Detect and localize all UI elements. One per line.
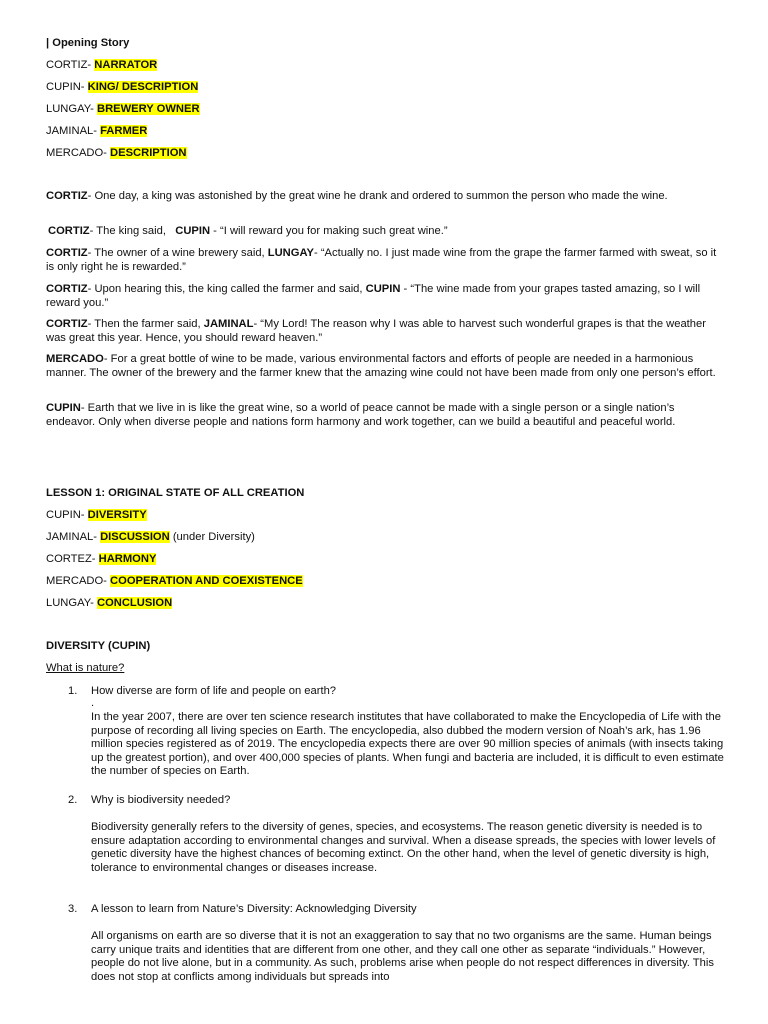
- paragraph-text: - For a great bottle of wine to be made, various environmental factors and efforts of people are needed in a harmonious manner. The owner of the brewery and the farmer knew that the amazing wine could not have been made from only one person’s effort.: [46, 353, 716, 379]
- list-item-body: In the year 2007, there are over ten science research institutes that have collaborated to make the Encyclopedia of Life with the purpose of recording all living species on Earth. The encyclopedia, also dubbed the modern version of Noah’s ark, has 1.96 million species registered as of 2019. The encyclopedia expects there are over 90 million species of animals (with insects taking up the greatest portion), and over 400,000 species of plants. When fungi and bacteria are included, it is difficult to even estimate the number of species on Earth.: [91, 711, 724, 778]
- list-item-question: How diverse are form of life and people on earth?: [91, 685, 337, 697]
- diversity-heading: DIVERSITY (CUPIN): [46, 640, 151, 652]
- speaker: CORTIZ: [48, 225, 90, 237]
- assigned-topic: DISCUSSION: [100, 531, 170, 543]
- story-paragraph: [46, 318, 722, 345]
- speaker: CORTIZ: [46, 190, 88, 202]
- story-paragraph: [46, 247, 722, 274]
- cast-role: BREWERY OWNER: [96, 103, 200, 115]
- list-item-body: Biodiversity generally refers to the diversity of genes, species, and ecosystems. The reason genetic diversity is needed is to ensure adaptation according to environmental changes and survival. When a disease spreads, the species with lower levels of genetic diversity have the highest chances of becoming extinct. On the other hand, when the level of genetic diversity is high, tolerance to environmental changes or diseases increase.: [91, 821, 716, 874]
- assignee-name: JAMINAL-: [46, 531, 97, 543]
- cast-line: [46, 59, 157, 73]
- assignment-line: [46, 575, 303, 589]
- cast-line: [46, 125, 147, 139]
- cast-line: [46, 147, 187, 161]
- assignment-line: [46, 531, 255, 545]
- paragraph-text: - Then the farmer said,: [87, 318, 201, 330]
- assignee-name: MERCADO-: [46, 575, 107, 587]
- paragraph-text: - Earth that we live in is like the great wine, so a world of peace cannot be made with a single person or a single nation’s endeavor. Only when diverse people and nations form harmony and work together, can we build a beautiful and peaceful world.: [46, 402, 676, 428]
- list-number: 2.: [68, 794, 78, 806]
- assignment-line: [46, 597, 172, 611]
- assigned-topic: COOPERATION AND COEXISTENCE: [110, 575, 303, 587]
- assignment-note: (under Diversity): [169, 531, 255, 543]
- speaker: LUNGAY: [267, 247, 314, 259]
- paragraph-text: - “Actually no. I just made wine from the grape the farmer farmed with sweat, so it is only right he is rewarded.”: [46, 247, 717, 273]
- paragraph-text: - “The wine made from your grapes tasted amazing, so I will reward you.”: [46, 283, 701, 309]
- list-number: 3.: [68, 903, 78, 915]
- paragraph-text: - One day, a king was astonished by the great wine he drank and ordered to summon the person who made the wine.: [87, 190, 668, 202]
- cast-role: DESCRIPTION: [110, 147, 187, 159]
- diversity-subheading: What is nature?: [46, 662, 125, 674]
- assignee-name: LUNGAY-: [46, 597, 94, 609]
- assigned-topic: HARMONY: [98, 553, 157, 565]
- list-item-body: All organisms on earth are so diverse that it is not an exaggeration to say that no two organisms are the same. Human beings carry unique traits and identities that are different from one other, and they call one other as separate “individuals.” However, people do not live alone, but in a community. As such, problems arise when people do not respect differences in diversity. This does not stop at conflicts among individuals but spreads into: [91, 930, 714, 983]
- assignee-name: CUPIN-: [46, 509, 85, 521]
- cast-role: NARRATOR: [94, 59, 158, 71]
- paragraph-text: - Upon hearing this, the king called the farmer and said,: [87, 283, 363, 295]
- cast-role: KING/ DESCRIPTION: [87, 81, 199, 93]
- story-paragraph: [46, 283, 722, 310]
- list-item-dot: .: [91, 697, 95, 709]
- cast-name: JAMINAL-: [46, 125, 97, 137]
- cast-line: [46, 81, 198, 95]
- speaker: MERCADO: [46, 353, 104, 365]
- list-number: 1.: [68, 685, 78, 697]
- cast-name: MERCADO-: [46, 147, 107, 159]
- cast-line: [46, 103, 200, 117]
- paragraph-text: - “My Lord! The reason why I was able to harvest such wonderful grapes is that the weather was great this year. Hence, you should reward heaven.”: [46, 318, 706, 344]
- list-item-question: Why is biodiversity needed?: [91, 794, 231, 806]
- speaker: CUPIN: [365, 283, 401, 295]
- lesson-title: LESSON 1: ORIGINAL STATE OF ALL CREATION: [46, 487, 305, 499]
- speaker: JAMINAL: [203, 318, 254, 330]
- story-paragraph: [46, 190, 722, 204]
- assignment-line: [46, 509, 147, 523]
- story-paragraph: [46, 353, 722, 380]
- cast-role: FARMER: [100, 125, 148, 137]
- assigned-topic: DIVERSITY: [87, 509, 147, 521]
- opening-story-title: | Opening Story: [46, 37, 130, 49]
- story-paragraph: [48, 225, 724, 239]
- cast-name: CORTIZ-: [46, 59, 92, 71]
- list-item-question: A lesson to learn from Nature’s Diversity: Acknowledging Diversity: [91, 903, 417, 915]
- paragraph-text: - “I will reward you for making such great wine.”: [210, 225, 448, 237]
- cast-name: CUPIN-: [46, 81, 85, 93]
- paragraph-text: - The king said,: [89, 225, 166, 237]
- paragraph-text: - The owner of a wine brewery said,: [87, 247, 265, 259]
- assigned-topic: CONCLUSION: [96, 597, 173, 609]
- assignee-name: CORTEZ-: [46, 553, 96, 565]
- story-paragraph: [46, 402, 722, 429]
- speaker: CUPIN: [46, 402, 81, 414]
- speaker: CORTIZ: [46, 247, 88, 259]
- speaker: CORTIZ: [46, 318, 88, 330]
- speaker: CORTIZ: [46, 283, 88, 295]
- speaker: CUPIN: [175, 225, 211, 237]
- cast-name: LUNGAY-: [46, 103, 94, 115]
- assignment-line: [46, 553, 156, 567]
